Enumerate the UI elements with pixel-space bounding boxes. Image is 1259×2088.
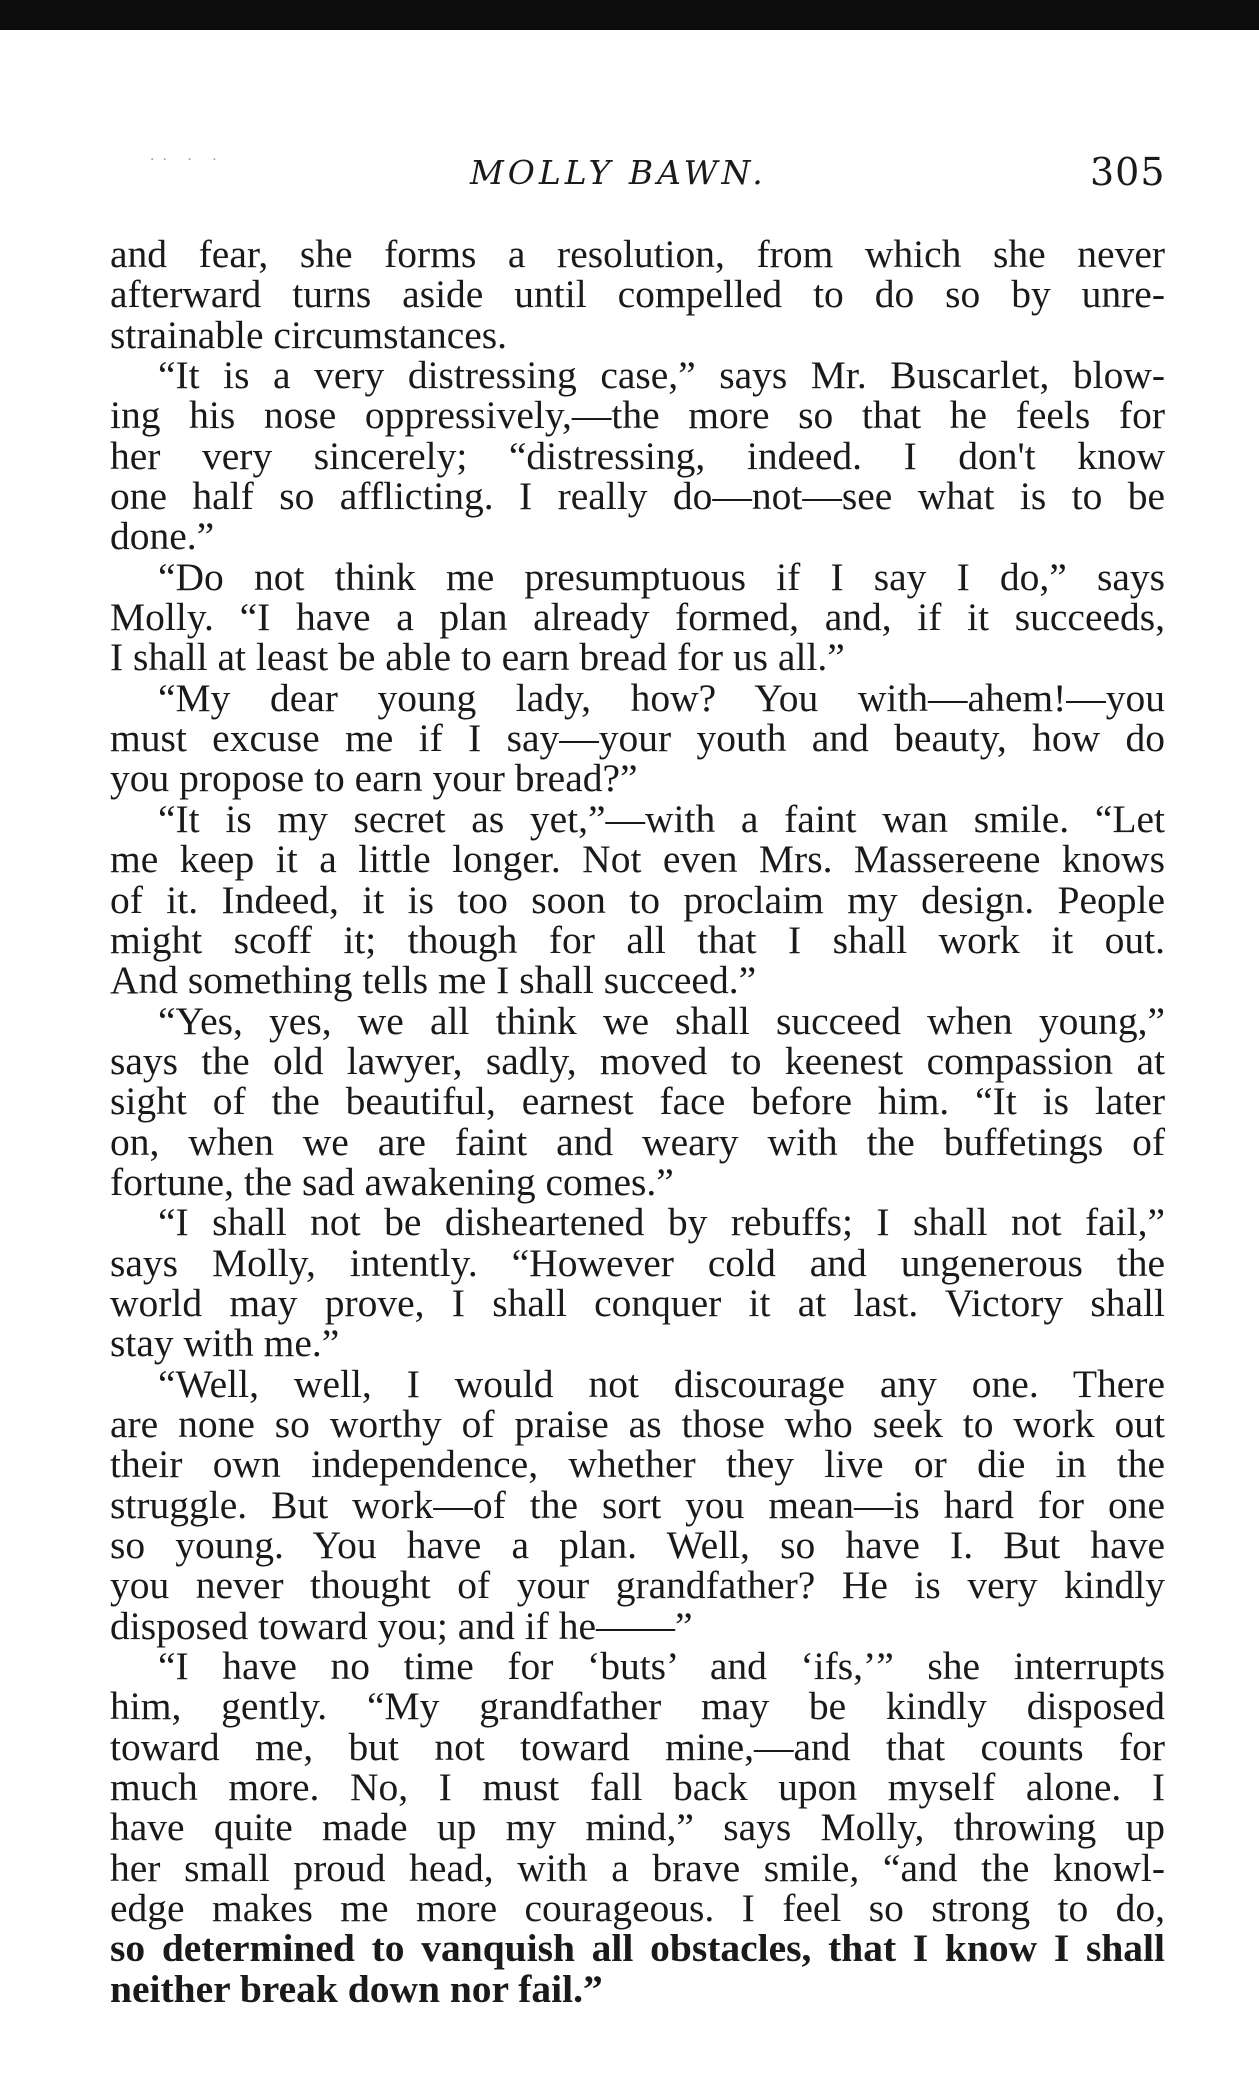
text-line: “I have no time for ‘buts’ and ‘ifs,’” she interrupts (158, 1644, 1165, 1689)
text-line: you propose to earn your bread?” (110, 756, 638, 801)
text-line: are none so worthy of praise as those who seek to work out (110, 1401, 1165, 1446)
text-line: “Do not think me presumptuous if I say I do,” says (158, 554, 1165, 599)
text-line: “It is a very distressing case,” says Mr. Buscarlet, blow- (158, 353, 1165, 398)
text-line: him, gently. “My grandfather may be kindly disposed (110, 1684, 1165, 1729)
text-line: sight of the beautiful, earnest face before him. “It is later (110, 1079, 1165, 1124)
scan-specks: ·· · · (150, 152, 225, 168)
text-line: done.” (110, 514, 215, 559)
text-line: have quite made up my mind,” says Molly, throwing up (110, 1805, 1165, 1850)
text-line: fortune, the sad awakening comes.” (110, 1159, 674, 1204)
text-line: “I shall not be disheartened by rebuffs; I shall not fail,” (158, 1200, 1165, 1245)
text-line: world may prove, I shall conquer it at last. Victory shall (110, 1280, 1165, 1325)
text-line: much more. No, I must fall back upon myself alone. I (110, 1765, 1165, 1810)
text-line: might scoff it; though for all that I shall work it out. (110, 917, 1165, 962)
text-line: their own independence, whether they live or die in the (110, 1442, 1165, 1487)
text-line: and fear, she forms a resolution, from which she never (110, 232, 1165, 276)
text-line: of it. Indeed, it is too soon to proclaim my design. People (110, 877, 1165, 922)
text-line: so determined to vanquish all obstacles, that I know I shall (110, 1926, 1165, 1971)
text-line: And something tells me I shall succeed.” (110, 958, 757, 1003)
text-line: one half so afflicting. I really do—not—see what is to be (110, 474, 1165, 519)
text-line: so young. You have a plan. Well, so have I. But have (110, 1523, 1165, 1567)
body-text (110, 234, 1165, 2009)
text-line: toward me, but not toward mine,—and that counts for (110, 1724, 1165, 1769)
text-line: on, when we are faint and weary with the buffetings of (110, 1119, 1165, 1164)
text-line: “Well, well, I would not discourage any one. There (158, 1361, 1165, 1406)
running-head-title: MOLLY BAWN. (470, 153, 767, 192)
text-line: afterward turns aside until compelled to do so by unre- (110, 272, 1165, 317)
text-line: disposed toward you; and if he——” (110, 1603, 693, 1648)
text-line: struggle. But work—of the sort you mean—is hard for one (110, 1482, 1165, 1527)
text-line: must excuse me if I say—your youth and beauty, how do (110, 716, 1165, 761)
text-line: says Molly, intently. “However cold and ungenerous the (110, 1240, 1165, 1285)
top-border-bar (0, 0, 1259, 30)
text-line: I shall at least be able to earn bread for us all.” (110, 635, 845, 680)
text-line: me keep it a little longer. Not even Mrs. Massereene knows (110, 837, 1165, 882)
text-line: stay with me.” (110, 1321, 340, 1366)
text-line: her small proud head, with a brave smile, “and the knowl- (110, 1845, 1165, 1890)
text-line: neither break down nor fail.” (110, 1966, 603, 2011)
page-number: 305 (1090, 150, 1166, 194)
text-line: Molly. “I have a plan already formed, and, if it succeeds, (110, 595, 1165, 640)
text-line: edge makes me more courageous. I feel so strong to do, (110, 1886, 1165, 1931)
text-line: “Yes, yes, we all think we shall succeed when young,” (158, 998, 1165, 1043)
text-line: her very sincerely; “distressing, indeed. I don't know (110, 433, 1165, 478)
text-line: says the old lawyer, sadly, moved to keenest compassion at (110, 1038, 1165, 1083)
text-line: strainable circumstances. (110, 312, 508, 357)
text-line: you never thought of your grandfather? He is very kindly (110, 1563, 1165, 1608)
text-line: “It is my secret as yet,”—with a faint wan smile. “Let (158, 796, 1165, 841)
text-line: “My dear young lady, how? You with—ahem!—you (158, 675, 1165, 720)
text-line: ing his nose oppressively,—the more so that he feels for (110, 393, 1165, 438)
